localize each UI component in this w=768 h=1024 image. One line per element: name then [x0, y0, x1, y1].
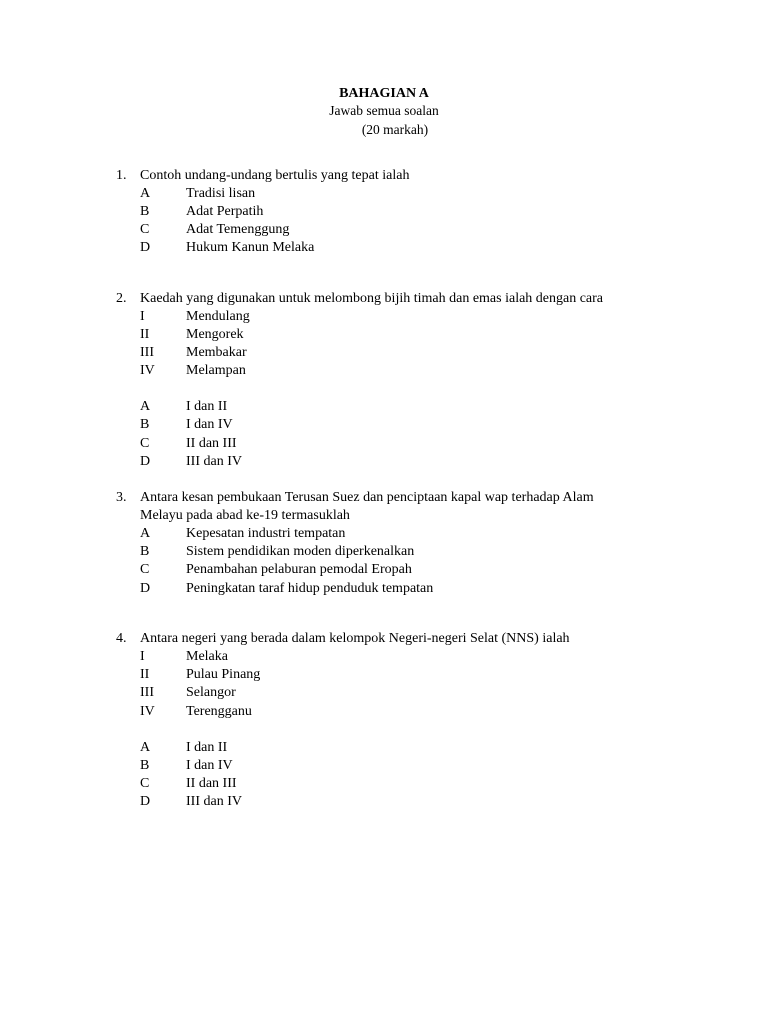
option-text: Peningkatan taraf hidup penduduk tempatan: [186, 581, 434, 596]
option-label: D: [140, 581, 151, 596]
question-text: Kaedah yang digunakan untuk melombong bijih timah dan emas ialah dengan cara: [140, 291, 604, 306]
option-text: Adat Temenggung: [186, 222, 290, 237]
question-text: Antara negeri yang berada dalam kelompok Negeri-negeri Selat (NNS) ialah: [140, 631, 570, 646]
option-label: C: [140, 222, 150, 237]
option-label: B: [140, 544, 150, 559]
statement-label: II: [140, 667, 150, 682]
option-text: Hukum Kanun Melaka: [186, 240, 315, 255]
option-text: Kepesatan industri tempatan: [186, 526, 346, 541]
option-text: III dan IV: [186, 794, 242, 809]
question-text: Contoh undang-undang bertulis yang tepat ialah: [140, 168, 410, 183]
question-text: Melayu pada abad ke-19 termasuklah: [140, 508, 350, 523]
section-title: BAHAGIAN A: [339, 86, 429, 101]
option-text: Tradisi lisan: [186, 186, 256, 201]
option-label: B: [140, 417, 150, 432]
statement-label: III: [140, 685, 154, 700]
option-text: III dan IV: [186, 454, 242, 469]
option-label: D: [140, 240, 151, 255]
option-text: Penambahan pelaburan pemodal Eropah: [186, 562, 412, 577]
option-text: I dan II: [186, 740, 228, 755]
statement-label: IV: [140, 363, 155, 378]
question-number: 1.: [116, 168, 127, 183]
statement-label: I: [140, 309, 145, 324]
statement-label: I: [140, 649, 145, 664]
option-label: C: [140, 436, 150, 451]
option-text: I dan II: [186, 399, 228, 414]
option-label: D: [140, 794, 151, 809]
question-text: Antara kesan pembukaan Terusan Suez dan penciptaan kapal wap terhadap Alam: [140, 490, 594, 505]
question-number: 4.: [116, 631, 127, 646]
question-number: 2.: [116, 291, 127, 306]
statement-text: Terengganu: [186, 704, 252, 719]
statement-label: III: [140, 345, 154, 360]
instruction-text: Jawab semua soalan: [329, 103, 439, 118]
option-text: II dan III: [186, 776, 237, 791]
option-label: A: [140, 526, 151, 541]
marks-text: (20 markah): [361, 122, 429, 137]
option-label: C: [140, 562, 150, 577]
option-label: A: [140, 740, 151, 755]
statement-text: Membakar: [186, 345, 247, 360]
option-label: A: [140, 399, 151, 414]
statement-text: Pulau Pinang: [186, 667, 261, 682]
option-text: Sistem pendidikan moden diperkenalkan: [186, 544, 415, 559]
option-label: B: [140, 204, 150, 219]
option-text: I dan IV: [186, 758, 233, 773]
option-label: C: [140, 776, 150, 791]
statement-label: II: [140, 327, 150, 342]
option-text: I dan IV: [186, 417, 233, 432]
option-label: D: [140, 454, 151, 469]
question-number: 3.: [116, 490, 127, 505]
option-label: A: [140, 186, 151, 201]
option-text: Adat Perpatih: [186, 204, 264, 219]
option-text: II dan III: [186, 436, 237, 451]
statement-text: Mengorek: [186, 327, 244, 342]
statement-text: Selangor: [186, 685, 236, 700]
option-label: B: [140, 758, 150, 773]
statement-label: IV: [140, 704, 155, 719]
statement-text: Melampan: [186, 363, 246, 378]
statement-text: Mendulang: [186, 309, 250, 324]
statement-text: Melaka: [186, 649, 228, 664]
